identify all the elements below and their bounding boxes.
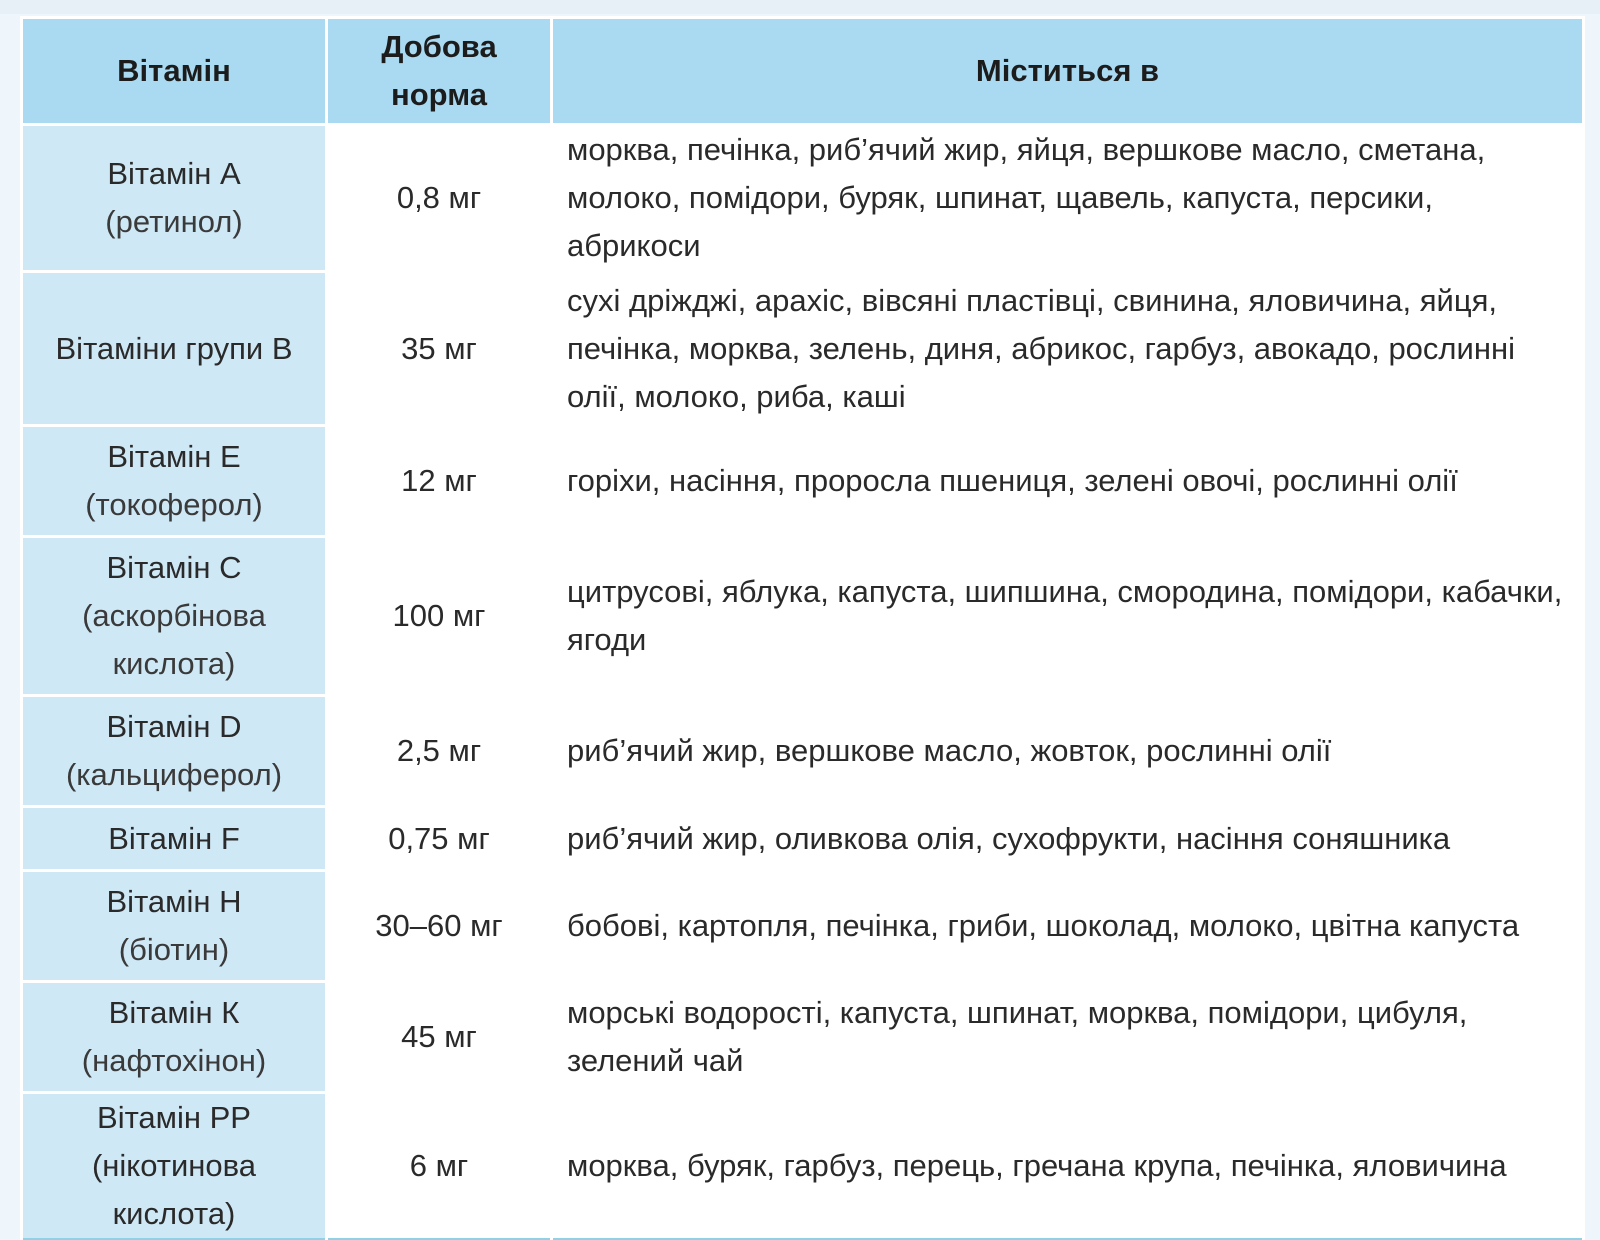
daily-norm: 100 мг bbox=[327, 537, 552, 696]
food-sources: горіхи, насіння, проросла пшениця, зелені овочі, рослинні олії bbox=[552, 426, 1584, 537]
table-row bbox=[22, 125, 1584, 272]
table-row bbox=[22, 426, 1584, 537]
table-row bbox=[22, 537, 1584, 696]
daily-norm: 2,5 мг bbox=[327, 696, 552, 807]
daily-norm: 0,75 мг bbox=[327, 807, 552, 871]
food-sources: риб’ячий жир, оливкова олія, сухофрукти, насіння соняшника bbox=[552, 807, 1584, 871]
vitamin-cell bbox=[22, 696, 327, 807]
vitamin-subname: (ретинол) bbox=[105, 204, 243, 239]
food-sources: бобові, картопля, печінка, гриби, шоколад, молоко, цвітна капуста bbox=[552, 871, 1584, 982]
daily-norm: 6 мг bbox=[327, 1093, 552, 1240]
food-sources: цитрусові, яблука, капуста, шипшина, смородина, помідори, кабачки, ягоди bbox=[552, 537, 1584, 696]
vitamin-name: Вітамін D bbox=[106, 709, 242, 744]
table-row bbox=[22, 871, 1584, 982]
vitamin-cell bbox=[22, 807, 327, 871]
vitamin-cell bbox=[22, 982, 327, 1093]
vitamin-name: Вітамін Н bbox=[106, 884, 242, 919]
vitamin-name: Вітамін С bbox=[106, 550, 242, 585]
vitamin-cell bbox=[22, 272, 327, 426]
header-contained-in: Міститься в bbox=[552, 18, 1584, 125]
vitamin-name: Вітаміни групи В bbox=[55, 330, 293, 366]
food-sources: морква, печінка, риб’ячий жир, яйця, вершкове масло, сметана, молоко, помідори, буряк, шпинат, щавель, капуста, персики, абрикоси bbox=[552, 125, 1584, 272]
vitamin-cell bbox=[22, 1093, 327, 1240]
table-row bbox=[22, 1093, 1584, 1240]
vitamin-name: Вітамін А bbox=[107, 156, 241, 191]
vitamin-name: Вітамін Е bbox=[107, 439, 241, 474]
vitamin-name: Вітамін РР bbox=[97, 1100, 251, 1135]
daily-norm: 0,8 мг bbox=[327, 125, 552, 272]
vitamin-subname: (кальциферол) bbox=[65, 757, 283, 792]
top-strip bbox=[0, 0, 1600, 14]
vitamin-subname: (токоферол) bbox=[85, 487, 263, 522]
food-sources: риб’ячий жир, вершкове масло, жовток, рослинні олії bbox=[552, 696, 1584, 807]
vitamin-subname: (біотин) bbox=[118, 932, 230, 967]
header-daily-norm: Добова норма bbox=[327, 18, 552, 125]
vitamin-cell bbox=[22, 125, 327, 272]
food-sources: морські водорості, капуста, шпинат, морква, помідори, цибуля, зелений чай bbox=[552, 982, 1584, 1093]
table-row bbox=[22, 272, 1584, 426]
vitamin-cell bbox=[22, 871, 327, 982]
vitamin-subname: (аскорбінова кислота) bbox=[82, 598, 266, 681]
vitamin-name: Вітамін F bbox=[108, 820, 240, 856]
vitamin-cell bbox=[22, 426, 327, 537]
daily-norm: 12 мг bbox=[327, 426, 552, 537]
food-sources: морква, буряк, гарбуз, перець, гречана крупа, печінка, яловичина bbox=[552, 1093, 1584, 1240]
table-row bbox=[22, 696, 1584, 807]
vitamin-subname: (нікотинова кислота) bbox=[91, 1148, 257, 1231]
daily-norm: 45 мг bbox=[327, 982, 552, 1093]
table-row bbox=[22, 982, 1584, 1093]
food-sources: сухі дріжджі, арахіс, вівсяні пластівці, свинина, яловичина, яйця, печінка, морква, зелень, диня, абрикос, гарбуз, авокадо, рослинні олії, молоко, риба, каші bbox=[552, 272, 1584, 426]
table-row bbox=[22, 807, 1584, 871]
vitamins-table bbox=[20, 16, 1585, 1240]
header-row bbox=[22, 18, 1584, 125]
vitamin-name: Вітамін К bbox=[108, 995, 240, 1030]
daily-norm: 35 мг bbox=[327, 272, 552, 426]
daily-norm: 30–60 мг bbox=[327, 871, 552, 982]
vitamin-cell bbox=[22, 537, 327, 696]
header-vitamin: Вітамін bbox=[22, 18, 327, 125]
vitamin-subname: (нафтохінон) bbox=[81, 1043, 267, 1078]
